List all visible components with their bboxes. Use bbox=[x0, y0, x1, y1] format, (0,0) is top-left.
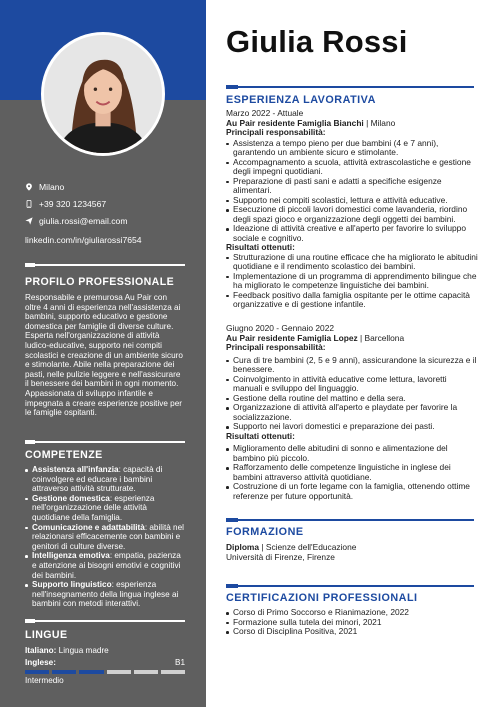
job-entry-1 bbox=[226, 109, 478, 310]
language-english-desc: Intermedio bbox=[25, 676, 64, 685]
skill-desc: : empatia, pazienza e attenzione ai bisogni emotivi e cognitivi dei bambini. bbox=[32, 551, 181, 580]
education-entry bbox=[226, 543, 478, 562]
certifications-divider bbox=[226, 585, 474, 587]
skills-list bbox=[25, 465, 185, 609]
languages-title: LINGUE bbox=[25, 629, 68, 641]
contact-location-text: Milano bbox=[39, 182, 65, 192]
education-title: FORMAZIONE bbox=[226, 526, 304, 538]
level-segment bbox=[79, 670, 103, 674]
skill-item bbox=[25, 494, 185, 523]
language-english bbox=[25, 658, 185, 667]
contact-phone bbox=[25, 199, 195, 209]
skills-section bbox=[25, 449, 185, 609]
level-segment bbox=[52, 670, 76, 674]
job-entry-2 bbox=[226, 324, 478, 501]
education-school: Università di Firenze, Firenze bbox=[226, 551, 335, 562]
skill-name: Comunicazione e adattabilità bbox=[32, 522, 145, 532]
job-resp-item: Organizzazione di attività all'aperto e playdate per favorire la socializzazione. bbox=[226, 403, 478, 422]
language-english-label: Inglese: bbox=[25, 658, 56, 667]
job-role: Au Pair residente Famiglia Lopez bbox=[226, 332, 358, 343]
job-resp-item: Gestione della routine del mattino e della sera. bbox=[226, 394, 478, 404]
job-place: | Milano bbox=[363, 117, 396, 128]
education-divider bbox=[226, 519, 474, 521]
skill-desc: : capacità di coinvolgere ed educare i bambini attraverso attività strutturate. bbox=[32, 465, 163, 494]
certification-item: Formazione sulla tutela dei minori, 2021 bbox=[226, 618, 478, 628]
job-resp-item: Supporto nei lavori domestici e preparazione dei pasti. bbox=[226, 422, 478, 432]
job-resp-item: Ideazione di attività creative e all'aperto per favorire lo sviluppo sociale e cognitivo. bbox=[226, 224, 478, 243]
skill-name: Gestione domestica bbox=[32, 493, 110, 503]
certifications-title: CERTIFICAZIONI PROFESSIONALI bbox=[226, 592, 418, 604]
job-result-item: Implementazione di un programma di apprendimento bilingue che ha migliorato le competenze linguistiche dei bambini. bbox=[226, 272, 478, 291]
profile-title: PROFILO PROFESSIONALE bbox=[25, 276, 175, 288]
job-place: | Barcellona bbox=[357, 332, 405, 343]
profile-divider bbox=[25, 264, 185, 266]
languages-section bbox=[25, 629, 185, 641]
skill-desc: : esperienza nell'insegnamento della lingua inglese ai bambini con metodi interattivi. bbox=[32, 580, 179, 609]
education-degree: Diploma bbox=[226, 542, 260, 552]
language-english-level: B1 bbox=[174, 658, 185, 667]
language-italian-label: Italiano: bbox=[25, 646, 57, 655]
skill-name: Assistenza all'infanzia bbox=[32, 465, 119, 474]
skill-desc: : esperienza nell'organizzazione delle attività quotidiane della famiglia. bbox=[32, 493, 155, 522]
job-resp-item: Esecuzione di piccoli lavori domestici come lavanderia, riordino degli spazi gioco e organizzazione degli oggetti dei bambini. bbox=[226, 205, 478, 224]
job-resp-list bbox=[226, 356, 478, 432]
skill-item bbox=[25, 551, 185, 580]
phone-icon bbox=[25, 200, 39, 208]
send-icon bbox=[25, 217, 39, 225]
job-result-item: Strutturazione di una routine efficace che ha migliorato le abitudini quotidiane e il rendimento scolastico dei bambini. bbox=[226, 253, 478, 272]
level-segment bbox=[107, 670, 131, 674]
languages-divider bbox=[25, 620, 185, 622]
job-resp-label: Principali responsabilità: bbox=[226, 127, 326, 137]
certification-item: Corso di Disciplina Positiva, 2021 bbox=[226, 627, 478, 637]
experience-title: ESPERIENZA LAVORATIVA bbox=[226, 94, 376, 106]
contact-linkedin bbox=[25, 235, 195, 245]
job-results-label: Risultati ottenuti: bbox=[226, 242, 295, 252]
skill-item bbox=[25, 465, 185, 494]
certifications-entry bbox=[226, 608, 478, 637]
job-result-item: Costruzione di un forte legame con la famiglia, ottenendo ottime referenze per future opportunità. bbox=[226, 482, 478, 501]
job-results-list bbox=[226, 253, 478, 310]
education-field: | Scienze dell'Educazione bbox=[259, 542, 357, 552]
contact-phone-text[interactable]: +39 320 1234567 bbox=[39, 199, 107, 209]
job-role: Au Pair residente Famiglia Bianchi bbox=[226, 117, 364, 128]
contact-location bbox=[25, 182, 195, 192]
skill-name: Intelligenza emotiva bbox=[32, 551, 110, 561]
language-italian-value: Lingua madre bbox=[58, 646, 109, 655]
profile-photo bbox=[41, 32, 165, 156]
location-pin-icon bbox=[25, 183, 39, 191]
job-dates: Marzo 2022 - Attuale bbox=[226, 108, 304, 118]
contact-email-text[interactable]: giulia.rossi@email.com bbox=[39, 216, 128, 226]
job-results-list bbox=[226, 444, 478, 501]
job-result-item: Feedback positivo dalla famiglia ospitante per le ottime capacità organizzative e di gestione infantile. bbox=[226, 291, 478, 310]
profile-text: Responsabile e premurosa Au Pair con oltre 4 anni di esperienza nell'assistenza ai bambini, supporto educativo e gestione domestica per famiglie di diverse culture. Esperta nell'organizzazione di attività ludico-educative, supporto nei compiti scolastici e creazione di un ambiente sicuro e stimolante. Abile nella preparazione dei pasti, nelle pulizie leggere e nell'assicurare il benessere dei bambini in ogni momento. Appassionata di sviluppo infantile e impegnata a creare esperienze positive per le famiglie ospitanti. bbox=[25, 293, 183, 418]
skills-title: COMPETENZE bbox=[25, 449, 103, 461]
job-resp-list bbox=[226, 139, 478, 244]
skill-item bbox=[25, 523, 185, 552]
job-resp-item: Preparazione di pasti sani e adatti a specifiche esigenze alimentari. bbox=[226, 177, 478, 196]
contact-linkedin-text[interactable]: linkedin.com/in/giuliarossi7654 bbox=[25, 235, 142, 245]
skill-name: Supporto linguistico bbox=[32, 580, 112, 590]
candidate-name: Giulia Rossi bbox=[226, 24, 408, 59]
sidebar bbox=[0, 0, 206, 707]
job-result-item: Miglioramento delle abitudini di sonno e alimentazione del bambino più piccolo. bbox=[226, 444, 478, 463]
profile-photo-illustration bbox=[44, 35, 162, 153]
language-english-level-bar bbox=[25, 670, 185, 674]
level-segment bbox=[25, 670, 49, 674]
job-resp-item: Accompagnamento a scuola, attività extrascolastiche e gestione degli impegni quotidiani. bbox=[226, 158, 478, 177]
skill-desc: : abilità nel relazionarsi efficacemente con bambini e genitori di culture diverse. bbox=[32, 522, 184, 551]
job-resp-item: Supporto nei compiti scolastici, lettura e attività educative. bbox=[226, 196, 478, 206]
job-resp-label: Principali responsabilità: bbox=[226, 342, 326, 352]
job-resp-item: Cura di tre bambini (2, 5 e 9 anni), assicurandone la sicurezza e il benessere. bbox=[226, 356, 478, 375]
certifications-list bbox=[226, 608, 478, 637]
job-result-item: Rafforzamento delle competenze linguistiche in inglese dei bambini attraverso attività quotidiane. bbox=[226, 463, 478, 482]
skill-item bbox=[25, 580, 185, 609]
level-segment bbox=[161, 670, 185, 674]
contact-email bbox=[25, 216, 195, 226]
certification-item: Corso di Primo Soccorso e Rianimazione, 2022 bbox=[226, 608, 478, 618]
profile-section bbox=[25, 276, 185, 418]
level-segment bbox=[134, 670, 158, 674]
language-italian bbox=[25, 646, 185, 655]
job-dates: Giugno 2020 - Gennaio 2022 bbox=[226, 323, 335, 333]
job-resp-item: Assistenza a tempo pieno per due bambini (4 e 7 anni), garantendo un ambiente sicuro e stimolante. bbox=[226, 139, 478, 158]
experience-divider bbox=[226, 86, 474, 88]
job-results-label: Risultati ottenuti: bbox=[226, 430, 295, 441]
job-resp-item: Coinvolgimento in attività educative come lettura, lavoretti manuali e sviluppo del linguaggio. bbox=[226, 375, 478, 394]
skills-divider bbox=[25, 441, 185, 443]
